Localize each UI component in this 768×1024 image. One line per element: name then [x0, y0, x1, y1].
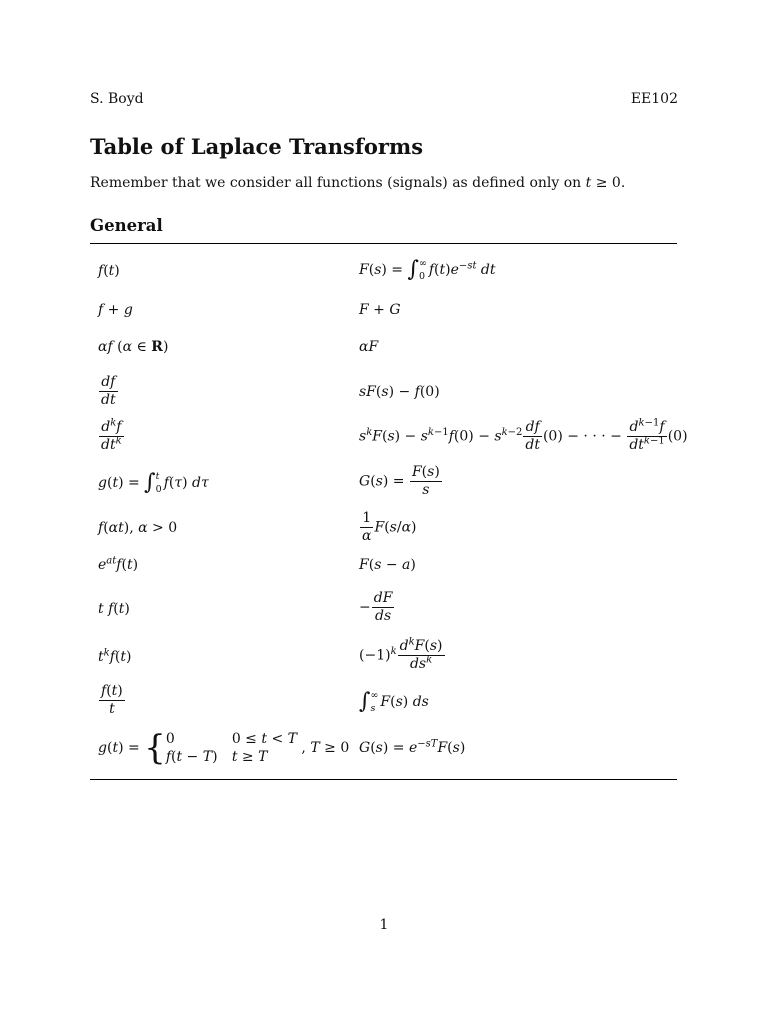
table-bottom-rule	[90, 779, 677, 780]
time-domain-cell: f(t)	[98, 263, 120, 279]
time-domain-cell: f(αt), α > 0	[98, 520, 178, 536]
page-number: 1	[379, 917, 389, 933]
time-domain-cell: g(t) = {0 0 ≤ t < T f(t − T) t ≥ T , T ≥ 0	[98, 728, 350, 768]
time-domain-cell: $e^{at}f(t)$	[98, 555, 139, 573]
s-domain-cell: $\frac{1}{\alpha}$ F(s/α)	[362, 510, 417, 544]
time-domain-cell: $t^kf(t)$	[98, 647, 132, 665]
s-domain-cell: $G(s) = e^{-sT}F(s)$	[359, 738, 466, 756]
s-domain-cell: G(s) = $\frac{F(s)}{s}$	[359, 464, 440, 498]
s-domain-cell: ∫ ∞ s F(s) ds	[359, 689, 429, 714]
s-domain-cell: sF(s) − f(0)	[359, 384, 440, 400]
intro-text: Remember that we consider all functions (signals) as defined only on t ≥ 0.	[90, 175, 626, 191]
s-domain-cell: $s^kF(s) - s^{k-1}f(0) - s^{k-2}$ $\frac{df}{dt}$ (0) − · · · − $\frac{d^{k-1}f}{dt^{k-1}}$ (0)	[359, 417, 688, 453]
page-title: Table of Laplace Transforms	[90, 134, 424, 159]
s-domain-cell: F(s − a)	[359, 557, 416, 573]
section-heading: General	[90, 216, 163, 235]
s-domain-cell: $(-1)^k$ $\frac{d^kF(s)}{ds^k}$	[359, 636, 443, 672]
author: S. Boyd	[90, 91, 144, 107]
time-domain-cell: $\frac{f(t)}{t}$	[101, 683, 123, 717]
s-domain-cell: − $\frac{dF}{ds}$	[359, 590, 393, 624]
s-domain-cell: F(s) = ∫ ∞ 0 $f(t)e^{-st}$ dt	[359, 257, 496, 282]
table-top-rule	[90, 243, 677, 244]
time-domain-cell: $\frac{df}{dt}$	[101, 374, 116, 408]
time-domain-cell: f + g	[98, 302, 133, 318]
time-domain-cell: t f(t)	[98, 601, 130, 617]
s-domain-cell: αF	[359, 339, 379, 355]
s-domain-cell: F + G	[359, 302, 401, 318]
course-code: EE102	[630, 91, 678, 107]
time-domain-cell: αf (α ∈ R)	[98, 339, 169, 355]
time-domain-cell: g(t) = ∫ t 0 f(τ) dτ	[98, 470, 209, 495]
time-domain-cell: $\frac{d^kf}{dt^k}$	[101, 417, 122, 453]
